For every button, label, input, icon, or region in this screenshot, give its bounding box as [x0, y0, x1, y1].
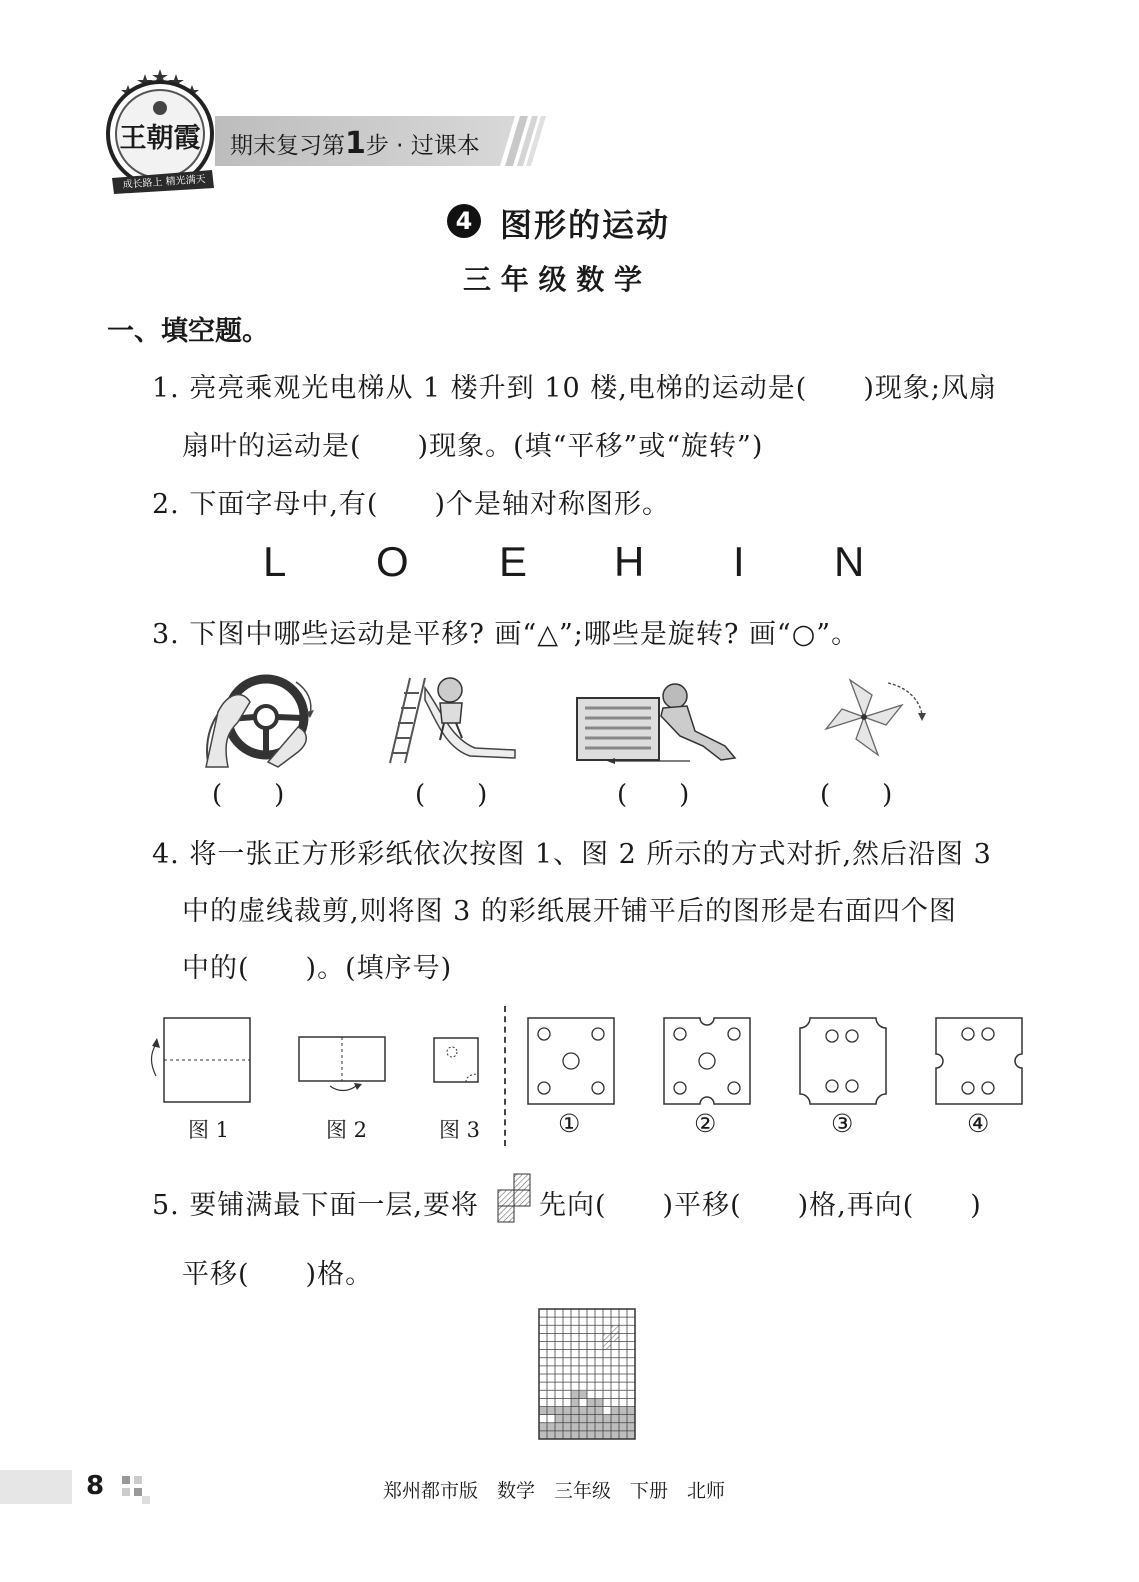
q3-blank-3[interactable]: ( ): [617, 780, 690, 810]
step-suffix: 步 · 过课本: [365, 133, 480, 159]
q5-part2: 先向( )平移( )格,再向( ): [539, 1190, 982, 1221]
letter-H: H: [614, 538, 645, 585]
unit-number: 4: [455, 207, 473, 235]
q3-text: 3. 下图中哪些运动是平移? 画“△”;哪些是旋转? 画“○”。: [152, 619, 860, 650]
fig1-label: 图 1: [188, 1118, 230, 1142]
letter-E: E: [499, 538, 528, 585]
q1-line2: 扇叶的运动是( )现象。(填“平移”或“旋转”): [182, 431, 764, 462]
page-subtitle: 三 年 级 数 学: [463, 263, 642, 296]
step-title: [230, 126, 480, 161]
fig1-square: [146, 1014, 256, 1106]
figure-divider: [504, 1006, 506, 1146]
option-4-figure: [934, 1016, 1024, 1106]
fig2-rectangle: [296, 1034, 390, 1094]
step-number: 1: [345, 126, 366, 161]
letter-I: I: [733, 538, 745, 585]
q3-blank-2[interactable]: ( ): [415, 780, 488, 810]
section-heading: 一、填空题。: [107, 316, 269, 347]
option-3-figure: [798, 1016, 888, 1106]
option-1-figure: [526, 1016, 616, 1106]
option-1-label: ①: [558, 1109, 581, 1138]
q4-line1: 4. 将一张正方形彩纸依次按图 1、图 2 所示的方式对折,然后沿图 3: [152, 839, 992, 870]
option-4-label: ④: [967, 1109, 990, 1138]
footer-bar: [0, 1470, 72, 1504]
q4-line3: 中的( )。(填序号): [182, 953, 453, 984]
slide-image: [380, 668, 520, 768]
q3-blank-4[interactable]: ( ): [820, 780, 893, 810]
logo-badge: [100, 66, 225, 196]
fig3-label: 图 3: [439, 1118, 481, 1142]
steering-wheel-image: [198, 672, 318, 772]
footer-text: 郑州都市版 数学 三年级 下册 北师: [383, 1480, 726, 1502]
letter-N: N: [834, 538, 865, 585]
q2-text: 2. 下面字母中,有( )个是轴对称图形。: [152, 489, 670, 520]
option-3-label: ③: [831, 1109, 854, 1138]
page-title: 图形的运动: [500, 206, 671, 244]
step-banner: [215, 116, 555, 166]
logo-name: 王朝霞: [119, 123, 201, 154]
option-2-figure: [662, 1016, 752, 1106]
letter-L: L: [263, 538, 287, 585]
q1-line1: 1. 亮亮乘观光电梯从 1 楼升到 10 楼,电梯的运动是( )现象;风扇: [152, 373, 997, 404]
q4-line2: 中的虚线裁剪,则将图 3 的彩纸展开铺平后的图形是右面四个图: [182, 896, 957, 927]
fig2-label: 图 2: [326, 1118, 368, 1142]
q5-line2: 平移( )格。: [182, 1259, 374, 1290]
logo-banner: 成长路上 精光满天: [122, 174, 207, 191]
page-number: 8: [86, 1471, 105, 1501]
footer-squares: [120, 1474, 152, 1506]
q3-blank-1[interactable]: ( ): [212, 780, 285, 810]
q5-part1: 5. 要铺满最下面一层,要将: [152, 1190, 479, 1221]
tiling-grid: [536, 1306, 640, 1442]
unit-number-badge: [447, 204, 481, 238]
step-prefix: 期末复习第: [230, 133, 345, 159]
letter-O: O: [376, 538, 409, 585]
pushing-box-image: [575, 676, 745, 768]
fig3-square: [432, 1036, 480, 1086]
tetromino-shape: [496, 1172, 534, 1224]
option-2-label: ②: [694, 1109, 717, 1138]
pinwheel-image: [822, 675, 932, 765]
